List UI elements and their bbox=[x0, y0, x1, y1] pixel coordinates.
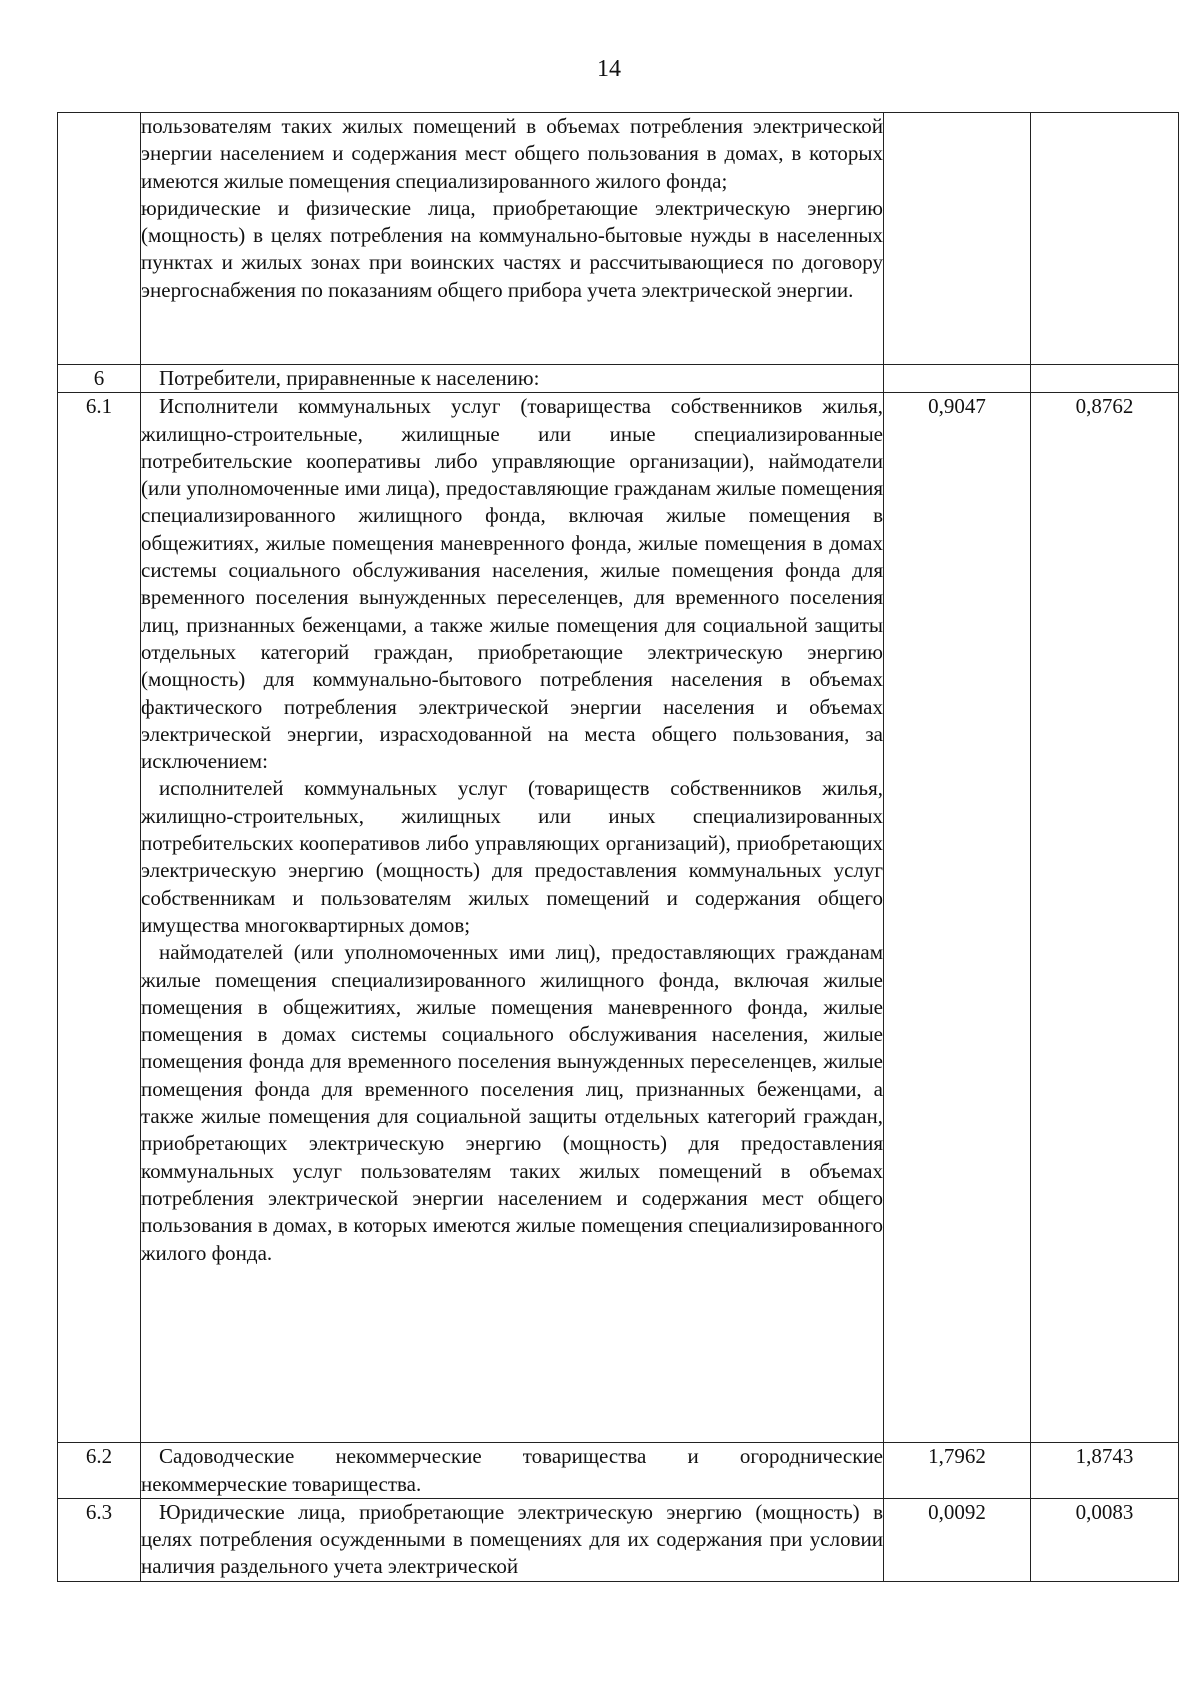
value-cell-1 bbox=[884, 113, 1031, 365]
row-number: 6.2 bbox=[58, 1443, 141, 1499]
value-cell-2: 0,0083 bbox=[1031, 1498, 1179, 1581]
row-description bbox=[141, 113, 884, 365]
description-paragraph: Садоводческие некоммерческие товарищества и огороднические некоммерческие товарищества. bbox=[141, 1444, 883, 1496]
table-row bbox=[58, 393, 1179, 1443]
description-paragraph: Исполнители коммунальных услуг (товарищества собственников жилья, жилищно-строительные, жилищные или иные специализированные потребительские кооперативы либо управляющие организации), наймодатели (или уполномоченные ими лица), предоставляющие гражданам жилые помещения специализированного жилищного фонда, включая жилые помещения в общежитиях, жилые помещения маневренного фонда, жилые помещения в домах системы социального обслуживания населения, жилые помещения фонда для временного поселения вынужденных переселенцев, для временного поселения лиц, признанных беженцами, а также жилые помещения для социальной защиты отдельных категорий граждан, приобретающие электрическую энергию (мощность) для коммунально-бытового потребления населения в объемах фактического потребления электрической энергии населения и объемах электрической энергии, израсходованной на места общего пользования, за исключением: bbox=[141, 394, 883, 774]
value-cell-2 bbox=[1031, 365, 1179, 393]
page-number: 14 bbox=[597, 56, 621, 82]
row-number: 6.3 bbox=[58, 1498, 141, 1581]
description-paragraph: Потребители, приравненные к населению: bbox=[159, 366, 540, 390]
table-row bbox=[58, 365, 1179, 393]
description-paragraph: Юридические лица, приобретающие электрическую энергию (мощность) в целях потребления осужденными в помещениях для их содержания при условии наличия раздельного учета электрической bbox=[141, 1499, 883, 1579]
table-row bbox=[58, 113, 1179, 365]
row-number: 6.1 bbox=[58, 393, 141, 1443]
value-cell-2 bbox=[1031, 113, 1179, 365]
value-cell-1: 0,9047 bbox=[884, 393, 1031, 1443]
row-number bbox=[58, 113, 141, 365]
row-number: 6 bbox=[58, 365, 141, 393]
description-paragraph: наймодателей (или уполномоченных ими лиц), предоставляющих гражданам жилые помещения специализированного жилищного фонда, включая жилые помещения в общежитиях, жилые помещения маневренного фонда, жилые помещения в домах системы социального обслуживания населения, жилые помещения фонда для временного поселения вынужденных переселенцев, жилые помещения фонда для временного поселения лиц, признанных беженцами, а также жилые помещения для социальной защиты отдельных категорий граждан, приобретающих электрическую энергию (мощность) для предоставления коммунальных услуг пользователям таких жилых помещений в объемах потребления электрической энергии населением и содержания мест общего пользования в домах, в которых имеются жилые помещения специализированного жилого фонда. bbox=[141, 940, 883, 1265]
value-cell-1: 0,0092 bbox=[884, 1498, 1031, 1581]
value-cell-2: 1,8743 bbox=[1031, 1443, 1179, 1499]
value-cell-1: 1,7962 bbox=[884, 1443, 1031, 1499]
row-description bbox=[141, 393, 884, 1443]
row-description bbox=[141, 1443, 884, 1499]
tariff-table bbox=[57, 112, 1179, 1582]
row-description bbox=[141, 365, 884, 393]
row-description bbox=[141, 1498, 884, 1581]
description-paragraph: исполнителей коммунальных услуг (товариществ собственников жилья, жилищно-строительных, жилищных или иных специализированных потребительских кооперативов либо управляющих организаций), приобретающих электрическую энергию (мощность) для предоставления коммунальных услуг собственникам и пользователям жилых помещений и содержания общего имущества многоквартирных домов; bbox=[141, 776, 883, 937]
description-paragraph: пользователям таких жилых помещений в объемах потребления электрической энергии населением и содержания мест общего пользования в домах, в которых имеются жилые помещения специализированного жилого фонда; bbox=[141, 114, 883, 193]
table-row bbox=[58, 1443, 1179, 1499]
table-row bbox=[58, 1498, 1179, 1581]
value-cell-2: 0,8762 bbox=[1031, 393, 1179, 1443]
value-cell-1 bbox=[884, 365, 1031, 393]
description-paragraph: юридические и физические лица, приобретающие электрическую энергию (мощность) в целях потребления на коммунально-бытовые нужды в населенных пунктах и жилых зонах при воинских частях и рассчитывающиеся по договору энергоснабжения по показаниям общего прибора учета электрической энергии. bbox=[141, 195, 883, 302]
